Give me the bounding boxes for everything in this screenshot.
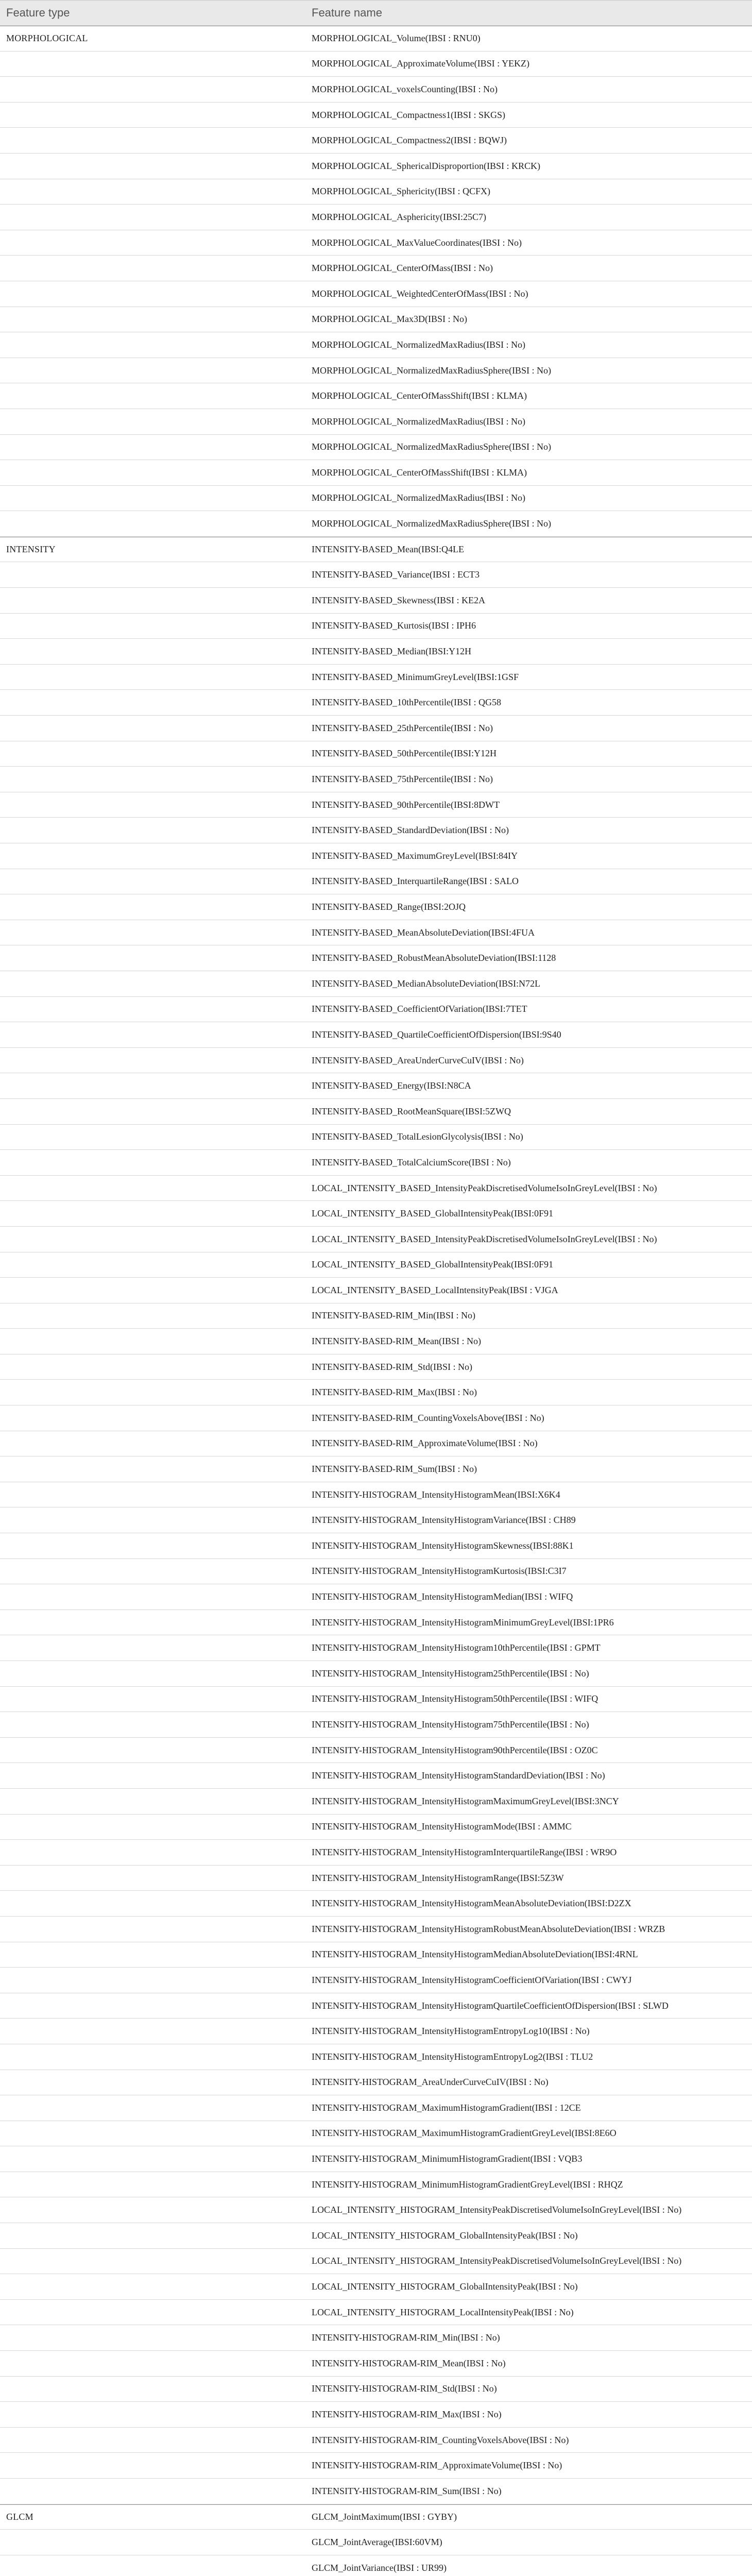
feature-name-cell: MORPHOLOGICAL_NormalizedMaxRadiusSphere(IBSI : No) xyxy=(312,442,551,452)
feature-name-cell: INTENSITY-HISTOGRAM_MaximumHistogramGradientGreyLevel(IBSI:8E6O xyxy=(312,2128,617,2139)
feature-name-cell: INTENSITY-BASED_StandardDeviation(IBSI : No) xyxy=(312,825,509,836)
table-row xyxy=(0,1968,752,1993)
feature-name-cell: MORPHOLOGICAL_NormalizedMaxRadius(IBSI : No) xyxy=(312,339,525,350)
table-row xyxy=(0,52,752,77)
table-row xyxy=(0,869,752,895)
feature-name-cell: INTENSITY-BASED_RootMeanSquare(IBSI:5ZWQ xyxy=(312,1106,511,1116)
table-row xyxy=(0,1176,752,1201)
feature-name-cell: INTENSITY-HISTOGRAM-RIM_Mean(IBSI : No) xyxy=(312,2358,506,2368)
table-row xyxy=(0,154,752,179)
feature-name-cell: INTENSITY-BASED_Variance(IBSI : ECT3 xyxy=(312,569,480,580)
feature-name-cell: INTENSITY-HISTOGRAM_IntensityHistogramMode(IBSI : AMMC xyxy=(312,1821,572,1832)
feature-name-cell: INTENSITY-BASED-RIM_CountingVoxelsAbove(IBSI : No) xyxy=(312,1412,544,1423)
table-row xyxy=(0,1942,752,1968)
feature-name-cell: LOCAL_INTENSITY_HISTOGRAM_GlobalIntensityPeak(IBSI : No) xyxy=(312,2281,578,2292)
table-row xyxy=(0,2555,752,2576)
table-row xyxy=(0,971,752,997)
feature-name-cell: MORPHOLOGICAL_NormalizedMaxRadiusSphere(IBSI : No) xyxy=(312,518,551,529)
feature-name-cell: INTENSITY-HISTOGRAM_IntensityHistogramKurtosis(IBSI:C3I7 xyxy=(312,1566,567,1577)
table-row xyxy=(0,2300,752,2326)
feature-name-cell: INTENSITY-BASED_CoefficientOfVariation(IBSI:7TET xyxy=(312,1004,527,1014)
feature-type-cell: INTENSITY xyxy=(6,544,56,555)
table-row xyxy=(0,2095,752,2121)
table-row xyxy=(0,1329,752,1354)
table-row xyxy=(0,2197,752,2223)
feature-name-cell: INTENSITY-BASED_50thPercentile(IBSI:Y12H xyxy=(312,748,497,759)
table-row xyxy=(0,792,752,818)
feature-name-cell: INTENSITY-HISTOGRAM-RIM_CountingVoxelsAbove(IBSI : No) xyxy=(312,2434,569,2445)
table-row xyxy=(0,460,752,486)
table-row xyxy=(0,1507,752,1533)
table-row xyxy=(0,511,752,537)
feature-name-cell: GLCM_JointMaximum(IBSI : GYBY) xyxy=(312,2511,457,2522)
table-row xyxy=(0,1073,752,1099)
table-row xyxy=(0,128,752,154)
table-row xyxy=(0,2019,752,2044)
table-row xyxy=(0,1354,752,1380)
table-row xyxy=(0,1866,752,1891)
table-row xyxy=(0,2530,752,2555)
feature-name-cell: INTENSITY-HISTOGRAM_IntensityHistogram25thPercentile(IBSI : No) xyxy=(312,1668,589,1679)
feature-name-cell: INTENSITY-HISTOGRAM_AreaUnderCurveCuIV(IBSI : No) xyxy=(312,2077,549,2088)
feature-name-cell: LOCAL_INTENSITY_HISTOGRAM_GlobalIntensityPeak(IBSI : No) xyxy=(312,2230,578,2241)
table-row xyxy=(0,997,752,1023)
column-header-feature-type[interactable]: Feature type xyxy=(6,6,70,19)
table-row xyxy=(0,920,752,946)
feature-name-cell: GLCM_JointVariance(IBSI : UR99) xyxy=(312,2562,447,2573)
feature-type-cell: GLCM xyxy=(6,2511,33,2522)
table-row xyxy=(0,1763,752,1789)
feature-name-cell: INTENSITY-HISTOGRAM-RIM_Sum(IBSI : No) xyxy=(312,2485,502,2496)
feature-name-cell: INTENSITY-HISTOGRAM_IntensityHistogramEntropyLog10(IBSI : No) xyxy=(312,2026,590,2037)
table-row xyxy=(0,1431,752,1457)
table-row xyxy=(0,26,752,52)
table-row xyxy=(0,1635,752,1661)
feature-name-cell: LOCAL_INTENSITY_BASED_GlobalIntensityPeak(IBSI:0F91 xyxy=(312,1208,553,1219)
table-row xyxy=(0,1738,752,1764)
table-row xyxy=(0,1815,752,1840)
feature-name-cell: INTENSITY-HISTOGRAM_IntensityHistogramStandardDeviation(IBSI : No) xyxy=(312,1770,605,1781)
feature-name-cell: INTENSITY-HISTOGRAM_IntensityHistogram50thPercentile(IBSI : WIFQ xyxy=(312,1693,599,1704)
table-row xyxy=(0,1380,752,1405)
table-row xyxy=(0,741,752,767)
table-row xyxy=(0,665,752,690)
feature-name-cell: MORPHOLOGICAL_MaxValueCoordinates(IBSI : No) xyxy=(312,237,522,248)
feature-name-cell: INTENSITY-HISTOGRAM_IntensityHistogramMaximumGreyLevel(IBSI:3NCY xyxy=(312,1795,619,1806)
table-row xyxy=(0,2504,752,2530)
feature-name-cell: MORPHOLOGICAL_CenterOfMass(IBSI : No) xyxy=(312,263,493,274)
feature-name-cell: INTENSITY-HISTOGRAM_IntensityHistogram90thPercentile(IBSI : OZ0C xyxy=(312,1744,598,1755)
table-row xyxy=(0,1917,752,1942)
table-row xyxy=(0,562,752,588)
table-row xyxy=(0,1891,752,1917)
table-row xyxy=(0,486,752,512)
feature-name-cell: MORPHOLOGICAL_Asphericity(IBSI:25C7) xyxy=(312,211,486,222)
table-row xyxy=(0,1456,752,1482)
table-row xyxy=(0,2325,752,2351)
feature-name-cell: INTENSITY-HISTOGRAM_IntensityHistogramMinimumGreyLevel(IBSI:1PR6 xyxy=(312,1617,614,1628)
table-row xyxy=(0,2121,752,2147)
table-row xyxy=(0,1405,752,1431)
table-row xyxy=(0,281,752,307)
feature-name-cell: INTENSITY-BASED-RIM_ApproximateVolume(IBSI : No) xyxy=(312,1438,538,1449)
feature-name-cell: INTENSITY-HISTOGRAM_IntensityHistogramMedianAbsoluteDeviation(IBSI:4RNL xyxy=(312,1949,638,1960)
table-row xyxy=(0,205,752,230)
feature-name-cell: LOCAL_INTENSITY_BASED_GlobalIntensityPeak(IBSI:0F91 xyxy=(312,1259,553,1270)
feature-name-cell: INTENSITY-BASED_QuartileCoefficientOfDispersion(IBSI:9S40 xyxy=(312,1029,561,1040)
table-row xyxy=(0,1610,752,1636)
feature-name-cell: INTENSITY-BASED_MedianAbsoluteDeviation(IBSI:N72L xyxy=(312,978,540,989)
feature-name-cell: INTENSITY-BASED_10thPercentile(IBSI : QG58 xyxy=(312,697,501,708)
feature-type-cell: MORPHOLOGICAL xyxy=(6,33,88,44)
feature-name-cell: LOCAL_INTENSITY_HISTOGRAM_LocalIntensityPeak(IBSI : No) xyxy=(312,2307,574,2317)
feature-name-cell: INTENSITY-HISTOGRAM_IntensityHistogramMean(IBSI:X6K4 xyxy=(312,1489,560,1500)
feature-name-cell: INTENSITY-BASED_Range(IBSI:2OJQ xyxy=(312,901,466,912)
feature-name-cell: INTENSITY-BASED-RIM_Std(IBSI : No) xyxy=(312,1361,472,1372)
feature-name-cell: INTENSITY-BASED-RIM_Min(IBSI : No) xyxy=(312,1310,475,1321)
table-row xyxy=(0,2479,752,2504)
table-row xyxy=(0,2146,752,2172)
feature-name-cell: INTENSITY-BASED_MeanAbsoluteDeviation(IBSI:4FUA xyxy=(312,927,535,938)
feature-name-cell: INTENSITY-BASED_Kurtosis(IBSI : IPH6 xyxy=(312,620,476,631)
feature-name-cell: MORPHOLOGICAL_NormalizedMaxRadius(IBSI : No) xyxy=(312,416,525,427)
feature-name-cell: INTENSITY-BASED_Skewness(IBSI : KE2A xyxy=(312,595,485,605)
table-row xyxy=(0,1661,752,1687)
table-row xyxy=(0,1022,752,1048)
feature-name-cell: INTENSITY-HISTOGRAM_IntensityHistogramRobustMeanAbsoluteDeviation(IBSI : WRZB xyxy=(312,1923,665,1934)
table-row xyxy=(0,1482,752,1508)
table-row xyxy=(0,1559,752,1585)
feature-name-cell: INTENSITY-HISTOGRAM_IntensityHistogramVariance(IBSI : CH89 xyxy=(312,1515,576,1526)
table-row xyxy=(0,614,752,639)
table-row xyxy=(0,1227,752,1252)
table-row xyxy=(0,1125,752,1150)
table-row xyxy=(0,1252,752,1278)
feature-name-cell: INTENSITY-HISTOGRAM_MaximumHistogramGradient(IBSI : 12CE xyxy=(312,2102,581,2113)
table-row xyxy=(0,409,752,435)
table-row xyxy=(0,230,752,256)
table-row xyxy=(0,894,752,920)
table-row xyxy=(0,639,752,665)
feature-name-cell: MORPHOLOGICAL_WeightedCenterOfMass(IBSI : No) xyxy=(312,288,528,299)
feature-name-cell: MORPHOLOGICAL_Sphericity(IBSI : QCFX) xyxy=(312,186,491,197)
feature-name-cell: INTENSITY-BASED_AreaUnderCurveCuIV(IBSI : No) xyxy=(312,1055,524,1065)
table-row xyxy=(0,307,752,333)
table-row xyxy=(0,1789,752,1815)
feature-name-cell: INTENSITY-BASED_TotalLesionGlycolysis(IBSI : No) xyxy=(312,1131,523,1142)
feature-name-cell: LOCAL_INTENSITY_BASED_IntensityPeakDiscretisedVolumeIsoInGreyLevel(IBSI : No) xyxy=(312,1233,657,1244)
feature-name-cell: INTENSITY-BASED_TotalCalciumScore(IBSI : No) xyxy=(312,1157,511,1167)
feature-name-cell: MORPHOLOGICAL_Compactness1(IBSI : SKGS) xyxy=(312,109,506,120)
feature-name-cell: INTENSITY-HISTOGRAM_IntensityHistogramMedian(IBSI : WIFQ xyxy=(312,1591,573,1602)
table-row xyxy=(0,1150,752,1176)
table-row xyxy=(0,2377,752,2402)
table-row xyxy=(0,1840,752,1866)
table-row xyxy=(0,1048,752,1074)
table-row xyxy=(0,103,752,128)
feature-name-cell: MORPHOLOGICAL_Compactness2(IBSI : BQWJ) xyxy=(312,135,507,146)
feature-name-cell: INTENSITY-HISTOGRAM_IntensityHistogram10thPercentile(IBSI : GPMT xyxy=(312,1642,601,1653)
feature-name-cell: INTENSITY-BASED_Median(IBSI:Y12H xyxy=(312,646,471,657)
feature-name-cell: LOCAL_INTENSITY_BASED_IntensityPeakDiscretisedVolumeIsoInGreyLevel(IBSI : No) xyxy=(312,1182,657,1193)
feature-name-cell: INTENSITY-HISTOGRAM-RIM_Std(IBSI : No) xyxy=(312,2383,497,2394)
feature-name-cell: INTENSITY-BASED_75thPercentile(IBSI : No) xyxy=(312,774,493,785)
table-row xyxy=(0,2274,752,2300)
feature-name-cell: INTENSITY-BASED_25thPercentile(IBSI : No) xyxy=(312,722,493,733)
table-row xyxy=(0,2428,752,2453)
table-row xyxy=(0,690,752,716)
table-row xyxy=(0,1687,752,1713)
table-row xyxy=(0,945,752,971)
table-header xyxy=(0,0,752,26)
feature-name-cell: MORPHOLOGICAL_SphericalDisproportion(IBSI : KRCK) xyxy=(312,160,540,171)
table-row xyxy=(0,77,752,103)
feature-name-cell: INTENSITY-HISTOGRAM-RIM_Min(IBSI : No) xyxy=(312,2332,500,2343)
table-row xyxy=(0,2453,752,2479)
feature-name-cell: INTENSITY-BASED-RIM_Sum(IBSI : No) xyxy=(312,1464,477,1475)
table-row xyxy=(0,1201,752,1227)
table-row xyxy=(0,716,752,741)
feature-name-cell: INTENSITY-BASED_Mean(IBSI:Q4LE xyxy=(312,544,464,555)
feature-name-cell: INTENSITY-BASED-RIM_Mean(IBSI : No) xyxy=(312,1336,481,1347)
table-row xyxy=(0,2249,752,2275)
table-row xyxy=(0,1533,752,1559)
feature-name-cell: INTENSITY-HISTOGRAM-RIM_ApproximateVolume(IBSI : No) xyxy=(312,2460,562,2471)
feature-name-cell: MORPHOLOGICAL_CenterOfMassShift(IBSI : KLMA) xyxy=(312,391,527,401)
feature-name-cell: INTENSITY-HISTOGRAM_MinimumHistogramGradientGreyLevel(IBSI : RHQZ xyxy=(312,2179,623,2190)
feature-name-cell: INTENSITY-BASED-RIM_Max(IBSI : No) xyxy=(312,1387,477,1398)
feature-name-cell: INTENSITY-HISTOGRAM-RIM_Max(IBSI : No) xyxy=(312,2409,502,2420)
table-row xyxy=(0,1993,752,2019)
table-row xyxy=(0,1584,752,1610)
table-row xyxy=(0,1712,752,1738)
feature-name-cell: LOCAL_INTENSITY_BASED_LocalIntensityPeak(IBSI : VJGA xyxy=(312,1284,558,1295)
table-row xyxy=(0,435,752,461)
table-row xyxy=(0,2351,752,2377)
table-body xyxy=(0,26,752,2576)
feature-name-cell: INTENSITY-HISTOGRAM_IntensityHistogramInterquartileRange(IBSI : WR9O xyxy=(312,1846,617,1857)
table-row xyxy=(0,537,752,563)
table-row xyxy=(0,358,752,384)
table-row xyxy=(0,179,752,205)
feature-name-cell: MORPHOLOGICAL_Max3D(IBSI : No) xyxy=(312,314,467,325)
table-row xyxy=(0,818,752,843)
table-row xyxy=(0,2044,752,2070)
table-row xyxy=(0,843,752,869)
feature-name-cell: INTENSITY-HISTOGRAM_IntensityHistogramSkewness(IBSI:88K1 xyxy=(312,1540,574,1551)
feature-name-cell: INTENSITY-BASED_MinimumGreyLevel(IBSI:1GSF xyxy=(312,671,519,682)
feature-name-cell: MORPHOLOGICAL_Volume(IBSI : RNU0) xyxy=(312,33,481,44)
feature-name-cell: INTENSITY-HISTOGRAM_IntensityHistogramRange(IBSI:5Z3W xyxy=(312,1872,564,1883)
feature-name-cell: INTENSITY-HISTOGRAM_MinimumHistogramGradient(IBSI : VQB3 xyxy=(312,2154,583,2164)
table-row xyxy=(0,332,752,358)
table-row xyxy=(0,1278,752,1303)
feature-name-cell: INTENSITY-HISTOGRAM_IntensityHistogramCoefficientOfVariation(IBSI : CWYJ xyxy=(312,1974,632,1985)
feature-name-cell: INTENSITY-BASED_Energy(IBSI:N8CA xyxy=(312,1080,471,1091)
table-row xyxy=(0,256,752,281)
feature-name-cell: INTENSITY-BASED_MaximumGreyLevel(IBSI:84IY xyxy=(312,850,518,861)
table-row xyxy=(0,2172,752,2198)
feature-name-cell: INTENSITY-HISTOGRAM_IntensityHistogramMeanAbsoluteDeviation(IBSI:D2ZX xyxy=(312,1898,631,1909)
feature-name-cell: INTENSITY-BASED_InterquartileRange(IBSI : SALO xyxy=(312,876,519,887)
feature-name-cell: MORPHOLOGICAL_NormalizedMaxRadius(IBSI : No) xyxy=(312,493,525,503)
table-row xyxy=(0,383,752,409)
feature-name-cell: INTENSITY-HISTOGRAM_IntensityHistogram75thPercentile(IBSI : No) xyxy=(312,1719,589,1730)
table-row xyxy=(0,1303,752,1329)
feature-name-cell: MORPHOLOGICAL_CenterOfMassShift(IBSI : KLMA) xyxy=(312,467,527,478)
table-row xyxy=(0,1099,752,1125)
table-row xyxy=(0,2070,752,2096)
feature-name-cell: INTENSITY-HISTOGRAM_IntensityHistogramQuartileCoefficientOfDispersion(IBSI : SLWD xyxy=(312,2000,669,2011)
table-row xyxy=(0,588,752,614)
feature-name-cell: INTENSITY-BASED_90thPercentile(IBSI:8DWT xyxy=(312,799,500,810)
table-row xyxy=(0,2402,752,2428)
feature-name-cell: LOCAL_INTENSITY_HISTOGRAM_IntensityPeakDiscretisedVolumeIsoInGreyLevel(IBSI : No) xyxy=(312,2205,682,2215)
feature-name-cell: GLCM_JointAverage(IBSI:60VM) xyxy=(312,2536,442,2547)
table-row xyxy=(0,767,752,792)
feature-name-cell: MORPHOLOGICAL_ApproximateVolume(IBSI : YEKZ) xyxy=(312,58,529,69)
column-header-feature-name[interactable]: Feature name xyxy=(312,6,382,19)
feature-name-cell: INTENSITY-HISTOGRAM_IntensityHistogramEntropyLog2(IBSI : TLU2 xyxy=(312,2051,593,2062)
table-row xyxy=(0,2223,752,2249)
feature-name-cell: INTENSITY-BASED_RobustMeanAbsoluteDeviation(IBSI:1128 xyxy=(312,953,556,963)
feature-name-cell: MORPHOLOGICAL_voxelsCounting(IBSI : No) xyxy=(312,83,498,94)
feature-name-cell: LOCAL_INTENSITY_HISTOGRAM_IntensityPeakDiscretisedVolumeIsoInGreyLevel(IBSI : No) xyxy=(312,2256,682,2266)
feature-name-cell: MORPHOLOGICAL_NormalizedMaxRadiusSphere(IBSI : No) xyxy=(312,365,551,376)
